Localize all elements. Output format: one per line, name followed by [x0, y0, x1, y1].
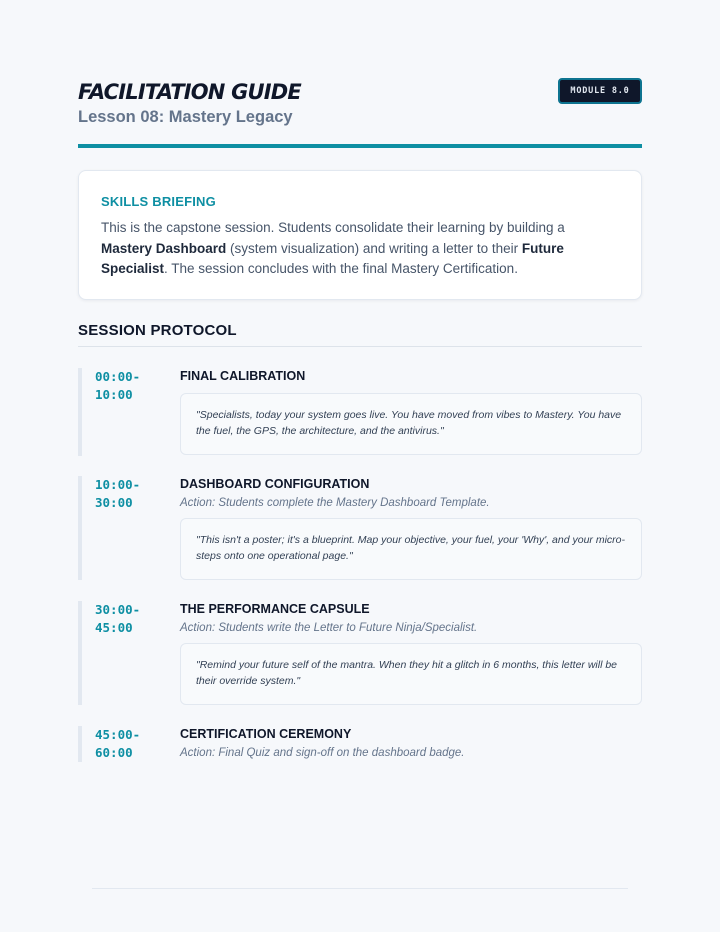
- briefing-text: [101, 218, 619, 280]
- step-time: 10:00- 30:00: [95, 477, 141, 510]
- protocol-step-1: [78, 368, 642, 456]
- briefing-text-part-1: This is the capstone session. Students consolidate their learning by building a: [101, 220, 565, 235]
- step-quote: "Remind your future self of the mantra. When they hit a glitch in 6 months, this letter will be their override system.": [180, 643, 642, 705]
- lesson-subtitle: Lesson 08: Mastery Legacy: [78, 108, 293, 126]
- step-timeline-bar: [78, 726, 82, 762]
- step-title: FINAL CALIBRATION: [180, 369, 306, 383]
- session-protocol-title: SESSION PROTOCOL: [78, 322, 237, 339]
- step-action: Action: Students write the Letter to Future Ninja/Specialist.: [180, 622, 478, 634]
- briefing-text-part-3: . The session concludes with the final Mastery Certification.: [164, 261, 518, 276]
- step-quote: "This isn't a poster; it's a blueprint. Map your objective, your fuel, your 'Why', and your micro-steps onto one operational page.": [180, 518, 642, 580]
- step-quote: "Specialists, today your system goes live. You have moved from vibes to Mastery. You have the fuel, the GPS, the architecture, and the antivirus.": [180, 393, 642, 455]
- footer-divider: [92, 888, 628, 889]
- skills-briefing-card: [78, 170, 642, 300]
- step-timeline-bar: [78, 368, 82, 456]
- header: [78, 78, 642, 148]
- step-action: Action: Students complete the Mastery Dashboard Template.: [180, 497, 490, 509]
- briefing-bold-mastery-dashboard: Mastery Dashboard: [101, 240, 227, 256]
- protocol-step-2: [78, 476, 642, 580]
- protocol-step-3: [78, 601, 642, 705]
- step-time: 45:00- 60:00: [95, 727, 141, 760]
- briefing-label: SKILLS BRIEFING: [101, 194, 216, 209]
- protocol-step-4: [78, 726, 642, 762]
- page-title: FACILITATION GUIDE: [78, 80, 301, 104]
- step-timeline-bar: [78, 601, 82, 705]
- step-timeline-bar: [78, 476, 82, 580]
- step-title: CERTIFICATION CEREMONY: [180, 727, 352, 741]
- step-time: 30:00- 45:00: [95, 602, 141, 635]
- step-time: 00:00- 10:00: [95, 369, 141, 402]
- briefing-text-part-2: (system visualization) and writing a letter to their: [226, 240, 522, 256]
- step-title: THE PERFORMANCE CAPSULE: [180, 602, 370, 616]
- briefing-bold-future-specialist: Future Specialist: [101, 240, 564, 276]
- step-action: Action: Final Quiz and sign-off on the dashboard badge.: [180, 747, 465, 759]
- module-badge: MODULE 8.0: [558, 78, 642, 104]
- section-divider: [78, 346, 642, 347]
- step-title: DASHBOARD CONFIGURATION: [180, 477, 370, 491]
- header-divider: [78, 144, 642, 148]
